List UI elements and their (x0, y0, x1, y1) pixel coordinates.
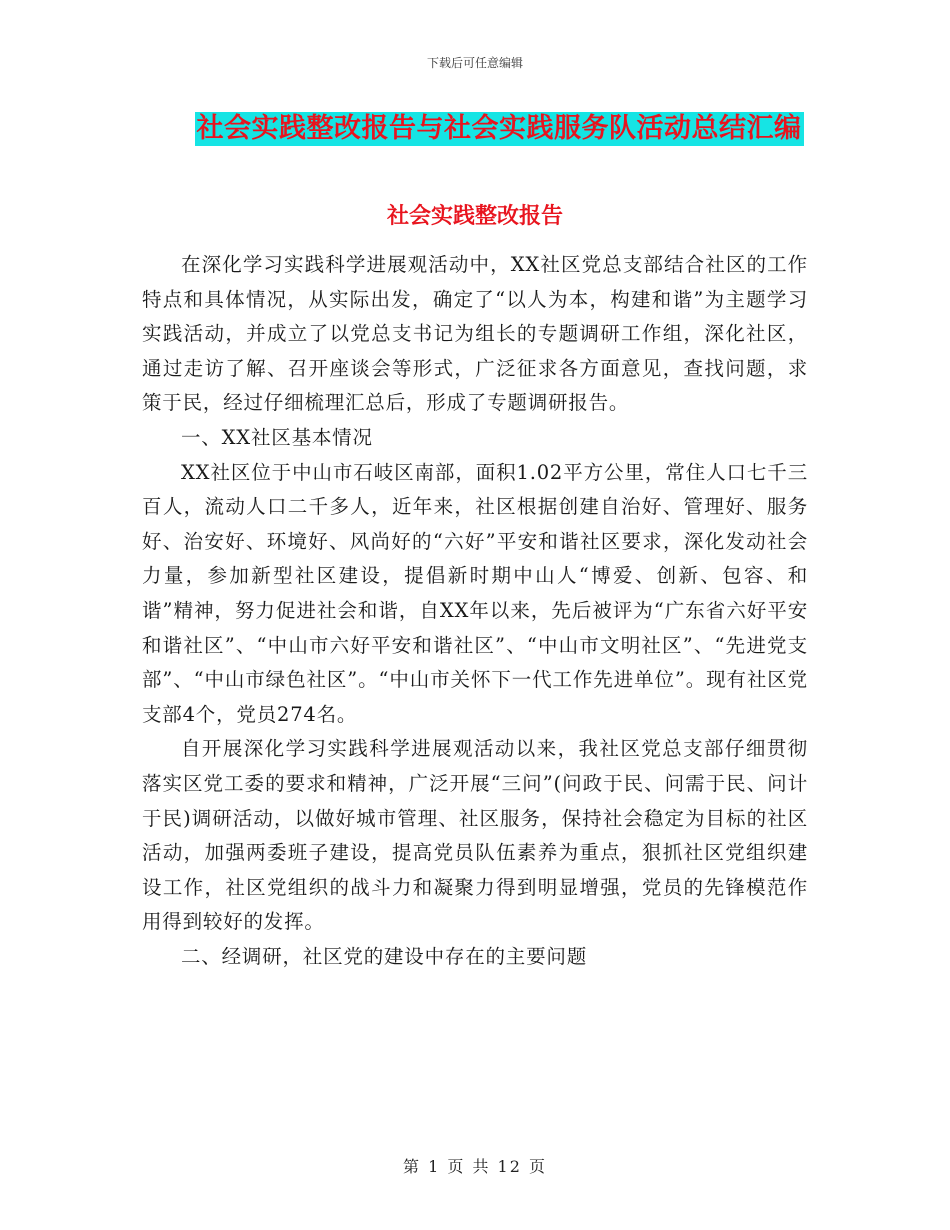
page-header: 下载后可任意编辑 (426, 56, 523, 70)
paragraph-activities: 自开展深化学习实践科学进展观活动以来，我社区党总支部仔细贯彻落实区党工委的要求和精神，广泛开展“三问”(问政于民、问需于民、问计于民)调研活动，以做好城市管理、社区服务，保持社会稳定为目标的社区活动，加强两委班子建设，提高党员队伍素养为重点，狠抓社区党组织建设工作，社区党组织的战斗力和凝聚力得到明显增强，党员的先锋模范作用得到较好的发挥。 (142, 737, 808, 934)
paragraph-intro: 在深化学习实践科学进展观活动中，XX社区党总支部结合社区的工作特点和具体情况，从实际出发，确定了“以人为本，构建和谐”为主题学习实践活动，并成立了以党总支书记为组长的专题调研工作组，深化社区，通过走访了解、召开座谈会等形式，广泛征求各方面意见，查找问题，求策于民，经过仔细梳理汇总后，形成了专题调研报告。 (142, 253, 808, 415)
page-footer: 第 1 页 共 12 页 (403, 1157, 547, 1176)
heading-basic-info: 一、XX社区基本情况 (181, 425, 373, 449)
heading-problems: 二、经调研，社区党的建设中存在的主要问题 (181, 944, 588, 968)
section-title: 社会实践整改报告 (386, 203, 563, 229)
paragraph-basic-info: XX社区位于中山市石岐区南部，面积1.02平方公里，常住人口七千三百人，流动人口二千多人，近年来，社区根据创建自治好、管理好、服务好、治安好、环境好、风尚好的“六好”平安和谐社区要求，深化发动社会力量，参加新型社区建设，提倡新时期中山人“博爱、创新、包容、和谐”精神，努力促进社会和谐，自XX年以来，先后被评为“广东省六好平安和谐社区”、“中山市六好平安和谐社区”、“中山市文明社区”、“先进党支部”、“中山市绿色社区”。“中山市关怀下一代工作先进单位”。现有社区党支部4个，党员274名。 (142, 460, 808, 726)
document-title: 社会实践整改报告与社会实践服务队活动总结汇编 (196, 113, 802, 144)
document-body (142, 248, 808, 974)
document-title-container (0, 112, 950, 146)
